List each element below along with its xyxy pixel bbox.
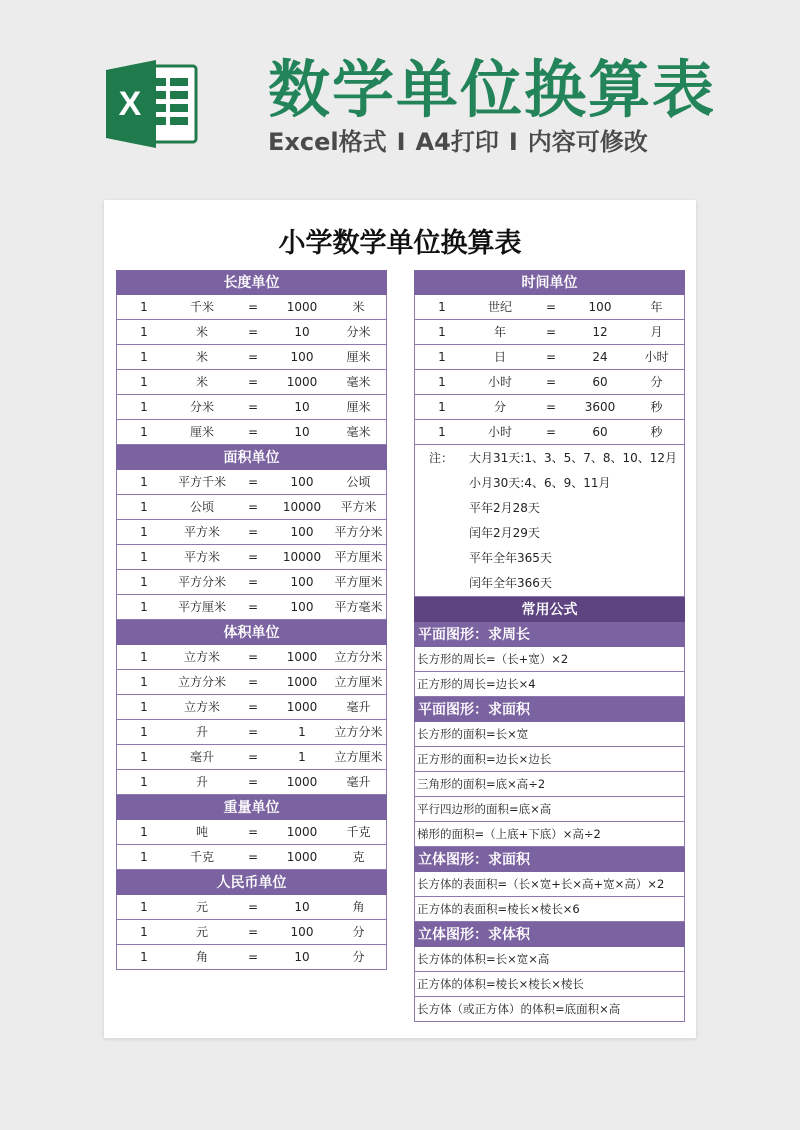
sheet-title: 小学数学单位换算表 (278, 228, 522, 259)
qty-cell: 1 (438, 375, 446, 389)
factor-cell: 3600 (584, 400, 616, 414)
table-row (414, 320, 685, 345)
table-row (116, 570, 387, 595)
equals-cell: = (247, 475, 259, 489)
equals-cell: = (247, 600, 259, 614)
table-row (116, 370, 387, 395)
unit-from-cell: 分 (493, 400, 506, 414)
unit-from-cell: 吨 (195, 825, 208, 839)
unit-to-cell: 分米 (346, 325, 371, 339)
equals-cell: = (545, 300, 557, 314)
section-header: 时间单位 (414, 270, 685, 295)
factor-cell: 100 (290, 925, 314, 939)
unit-from-cell: 小时 (487, 425, 512, 439)
factor-cell: 1000 (286, 650, 318, 664)
unit-from-cell: 年 (493, 325, 506, 339)
svg-text:X: X (118, 85, 142, 123)
equals-cell: = (247, 675, 259, 689)
unit-to-cell: 月 (650, 325, 663, 339)
table-row (116, 345, 387, 370)
equals-cell: = (247, 650, 259, 664)
section-header: 长度单位 (116, 270, 387, 295)
unit-from-cell: 小时 (487, 375, 512, 389)
equals-cell: = (545, 400, 557, 414)
equals-cell: = (247, 350, 259, 364)
qty-cell: 1 (140, 825, 148, 839)
table-row (116, 295, 387, 320)
section-header: 体积单位 (116, 620, 387, 645)
table-row (116, 720, 387, 745)
qty-cell: 1 (438, 350, 446, 364)
qty-cell: 1 (140, 900, 148, 914)
factor-cell: 1000 (286, 775, 318, 789)
unit-to-cell: 立方厘米 (334, 750, 383, 764)
formula-row: 梯形的面积=（上底+下底）×高÷2 (414, 822, 685, 847)
table-row (414, 345, 685, 370)
table-row (116, 320, 387, 345)
qty-cell: 1 (140, 650, 148, 664)
equals-cell: = (247, 525, 259, 539)
table-row (116, 470, 387, 495)
table-row (414, 370, 685, 395)
equals-cell: = (247, 425, 259, 439)
note-line (415, 546, 684, 571)
unit-to-cell: 千克 (346, 825, 371, 839)
factor-cell: 10 (294, 900, 310, 914)
formula-group-header: 立体图形：求体积 (414, 922, 685, 947)
qty-cell: 1 (140, 300, 148, 314)
qty-cell: 1 (140, 500, 148, 514)
unit-from-cell: 平方米 (183, 525, 220, 539)
factor-cell: 10 (294, 325, 310, 339)
factor-cell: 1000 (286, 850, 318, 864)
subtitle-format: Excel格式 (268, 128, 387, 156)
table-row (116, 395, 387, 420)
table-row (414, 295, 685, 320)
unit-to-cell: 毫米 (346, 425, 371, 439)
subtitle-print: A4打印 (415, 128, 499, 156)
note-line (415, 446, 684, 471)
equals-cell: = (247, 550, 259, 564)
unit-to-cell: 米 (352, 300, 365, 314)
note-label (415, 571, 469, 596)
unit-to-cell: 立方分米 (334, 725, 383, 739)
table-row (116, 820, 387, 845)
note-block (414, 445, 685, 597)
unit-from-cell: 元 (195, 925, 208, 939)
unit-from-cell: 立方分米 (177, 675, 226, 689)
formula-row: 长方形的面积=长×宽 (414, 722, 685, 747)
note-label (415, 471, 469, 496)
factor-cell: 100 (290, 525, 314, 539)
note-text: 小月30天:4、6、9、11月 (469, 476, 611, 490)
qty-cell: 1 (140, 750, 148, 764)
unit-to-cell: 毫升 (346, 700, 371, 714)
factor-cell: 1000 (286, 375, 318, 389)
unit-to-cell: 毫米 (346, 375, 371, 389)
factor-cell: 60 (592, 425, 608, 439)
unit-from-cell: 平方千米 (177, 475, 226, 489)
note-line (415, 496, 684, 521)
qty-cell: 1 (438, 325, 446, 339)
table-row (116, 920, 387, 945)
factor-cell: 10000 (282, 550, 322, 564)
spreadsheet-page (104, 200, 696, 1038)
unit-from-cell: 毫升 (189, 750, 214, 764)
section-header: 常用公式 (414, 597, 685, 622)
unit-to-cell: 公顷 (346, 475, 371, 489)
formula-row: 正方形的周长=边长×4 (414, 672, 685, 697)
equals-cell: = (247, 725, 259, 739)
qty-cell: 1 (140, 700, 148, 714)
qty-cell: 1 (140, 325, 148, 339)
qty-cell: 1 (140, 350, 148, 364)
note-text: 平年2月28天 (469, 501, 540, 515)
formula-row: 长方体的体积=长×宽×高 (414, 947, 685, 972)
table-row (116, 645, 387, 670)
qty-cell: 1 (140, 525, 148, 539)
factor-cell: 1 (298, 725, 306, 739)
note-label (415, 496, 469, 521)
unit-from-cell: 米 (195, 325, 208, 339)
unit-from-cell: 日 (493, 350, 506, 364)
factor-cell: 1000 (286, 300, 318, 314)
table-row (116, 895, 387, 920)
unit-to-cell: 分 (352, 925, 365, 939)
factor-cell: 1000 (286, 700, 318, 714)
formula-row: 三角形的面积=底×高÷2 (414, 772, 685, 797)
qty-cell: 1 (140, 475, 148, 489)
section-header: 重量单位 (116, 795, 387, 820)
equals-cell: = (247, 775, 259, 789)
unit-from-cell: 立方米 (183, 700, 220, 714)
formula-row: 正方形的面积=边长×边长 (414, 747, 685, 772)
table-row (116, 770, 387, 795)
unit-to-cell: 平方分米 (334, 525, 383, 539)
formula-row: 平行四边形的面积=底×高 (414, 797, 685, 822)
note-text: 闰年2月29天 (469, 526, 540, 540)
unit-from-cell: 立方米 (183, 650, 220, 664)
unit-to-cell: 克 (352, 850, 365, 864)
table-row (414, 420, 685, 445)
unit-from-cell: 元 (195, 900, 208, 914)
qty-cell: 1 (140, 850, 148, 864)
equals-cell: = (247, 925, 259, 939)
excel-logo-icon (104, 58, 198, 150)
unit-to-cell: 立方分米 (334, 650, 383, 664)
factor-cell: 1000 (286, 825, 318, 839)
factor-cell: 1000 (286, 675, 318, 689)
factor-cell: 10 (294, 950, 310, 964)
note-label (415, 521, 469, 546)
unit-from-cell: 升 (195, 775, 208, 789)
factor-cell: 10000 (282, 500, 322, 514)
main-title: 数学单位换算表 (268, 53, 717, 126)
equals-cell: = (247, 750, 259, 764)
unit-to-cell: 平方厘米 (334, 550, 383, 564)
qty-cell: 1 (140, 950, 148, 964)
unit-from-cell: 分米 (189, 400, 214, 414)
qty-cell: 1 (140, 375, 148, 389)
qty-cell: 1 (140, 925, 148, 939)
unit-to-cell: 厘米 (346, 350, 371, 364)
left-column (116, 270, 387, 970)
factor-cell: 100 (290, 600, 314, 614)
unit-to-cell: 年 (650, 300, 663, 314)
formula-group-header: 平面图形：求周长 (414, 622, 685, 647)
table-row (116, 945, 387, 970)
formula-group-header: 平面图形：求面积 (414, 697, 685, 722)
formula-row: 长方体的表面积=（长×宽+长×高+宽×高）×2 (414, 872, 685, 897)
unit-from-cell: 平方分米 (177, 575, 226, 589)
unit-to-cell: 分 (352, 950, 365, 964)
equals-cell: = (247, 375, 259, 389)
qty-cell: 1 (140, 725, 148, 739)
note-label (415, 546, 469, 571)
unit-from-cell: 世纪 (487, 300, 512, 314)
qty-cell: 1 (140, 675, 148, 689)
factor-cell: 100 (290, 350, 314, 364)
equals-cell: = (247, 300, 259, 314)
right-column (414, 270, 685, 1022)
equals-cell: = (247, 825, 259, 839)
note-text: 大月31天:1、3、5、7、8、10、12月 (469, 451, 678, 465)
formula-row: 正方体的表面积=棱长×棱长×6 (414, 897, 685, 922)
equals-cell: = (247, 400, 259, 414)
subtitle-editable: 内容可修改 (527, 128, 648, 156)
unit-to-cell: 立方厘米 (334, 675, 383, 689)
qty-cell: 1 (140, 400, 148, 414)
table-row (116, 520, 387, 545)
equals-cell: = (545, 375, 557, 389)
equals-cell: = (545, 350, 557, 364)
table-row (116, 845, 387, 870)
formula-row: 长方形的周长=（长+宽）×2 (414, 647, 685, 672)
unit-from-cell: 米 (195, 350, 208, 364)
factor-cell: 60 (592, 375, 608, 389)
note-line (415, 521, 684, 546)
unit-to-cell: 厘米 (346, 400, 371, 414)
equals-cell: = (247, 700, 259, 714)
qty-cell: 1 (140, 550, 148, 564)
qty-cell: 1 (140, 775, 148, 789)
qty-cell: 1 (438, 300, 446, 314)
table-row (116, 670, 387, 695)
unit-to-cell: 平方米 (340, 500, 377, 514)
note-line (415, 571, 684, 596)
table-row (116, 420, 387, 445)
equals-cell: = (545, 325, 557, 339)
formula-row: 长方体（或正方体）的体积=底面积×高 (414, 997, 685, 1022)
factor-cell: 100 (290, 575, 314, 589)
equals-cell: = (247, 900, 259, 914)
qty-cell: 1 (140, 425, 148, 439)
unit-to-cell: 角 (352, 900, 365, 914)
equals-cell: = (247, 325, 259, 339)
unit-from-cell: 千米 (189, 300, 214, 314)
table-row (116, 495, 387, 520)
unit-from-cell: 平方厘米 (177, 600, 226, 614)
formula-group-header: 立体图形：求面积 (414, 847, 685, 872)
subtitle-separator: I (396, 128, 406, 156)
qty-cell: 1 (140, 575, 148, 589)
unit-from-cell: 公顷 (189, 500, 214, 514)
section-header: 人民币单位 (116, 870, 387, 895)
table-row (414, 395, 685, 420)
factor-cell: 24 (592, 350, 608, 364)
table-row (116, 595, 387, 620)
unit-from-cell: 升 (195, 725, 208, 739)
unit-from-cell: 厘米 (189, 425, 214, 439)
section-header: 面积单位 (116, 445, 387, 470)
unit-to-cell: 平方厘米 (334, 575, 383, 589)
equals-cell: = (247, 575, 259, 589)
unit-from-cell: 千克 (189, 850, 214, 864)
factor-cell: 1 (298, 750, 306, 764)
unit-from-cell: 角 (195, 950, 208, 964)
unit-to-cell: 毫升 (346, 775, 371, 789)
note-text: 平年全年365天 (469, 551, 552, 565)
qty-cell: 1 (438, 400, 446, 414)
factor-cell: 10 (294, 400, 310, 414)
factor-cell: 100 (588, 300, 612, 314)
unit-to-cell: 秒 (650, 425, 663, 439)
formula-row: 正方体的体积=棱长×棱长×棱长 (414, 972, 685, 997)
equals-cell: = (247, 850, 259, 864)
equals-cell: = (545, 425, 557, 439)
table-row (116, 695, 387, 720)
note-label: 注： (429, 451, 454, 465)
qty-cell: 1 (438, 425, 446, 439)
qty-cell: 1 (140, 600, 148, 614)
factor-cell: 10 (294, 425, 310, 439)
unit-to-cell: 小时 (644, 350, 669, 364)
note-line (415, 471, 684, 496)
factor-cell: 100 (290, 475, 314, 489)
unit-to-cell: 平方毫米 (334, 600, 383, 614)
unit-from-cell: 平方米 (183, 550, 220, 564)
unit-from-cell: 米 (195, 375, 208, 389)
unit-to-cell: 秒 (650, 400, 663, 414)
equals-cell: = (247, 500, 259, 514)
table-row (116, 745, 387, 770)
note-text: 闰年全年366天 (469, 576, 552, 590)
table-row (116, 545, 387, 570)
equals-cell: = (247, 950, 259, 964)
subtitle (268, 124, 738, 160)
unit-to-cell: 分 (650, 375, 663, 389)
subtitle-separator: I (508, 128, 518, 156)
factor-cell: 12 (592, 325, 608, 339)
